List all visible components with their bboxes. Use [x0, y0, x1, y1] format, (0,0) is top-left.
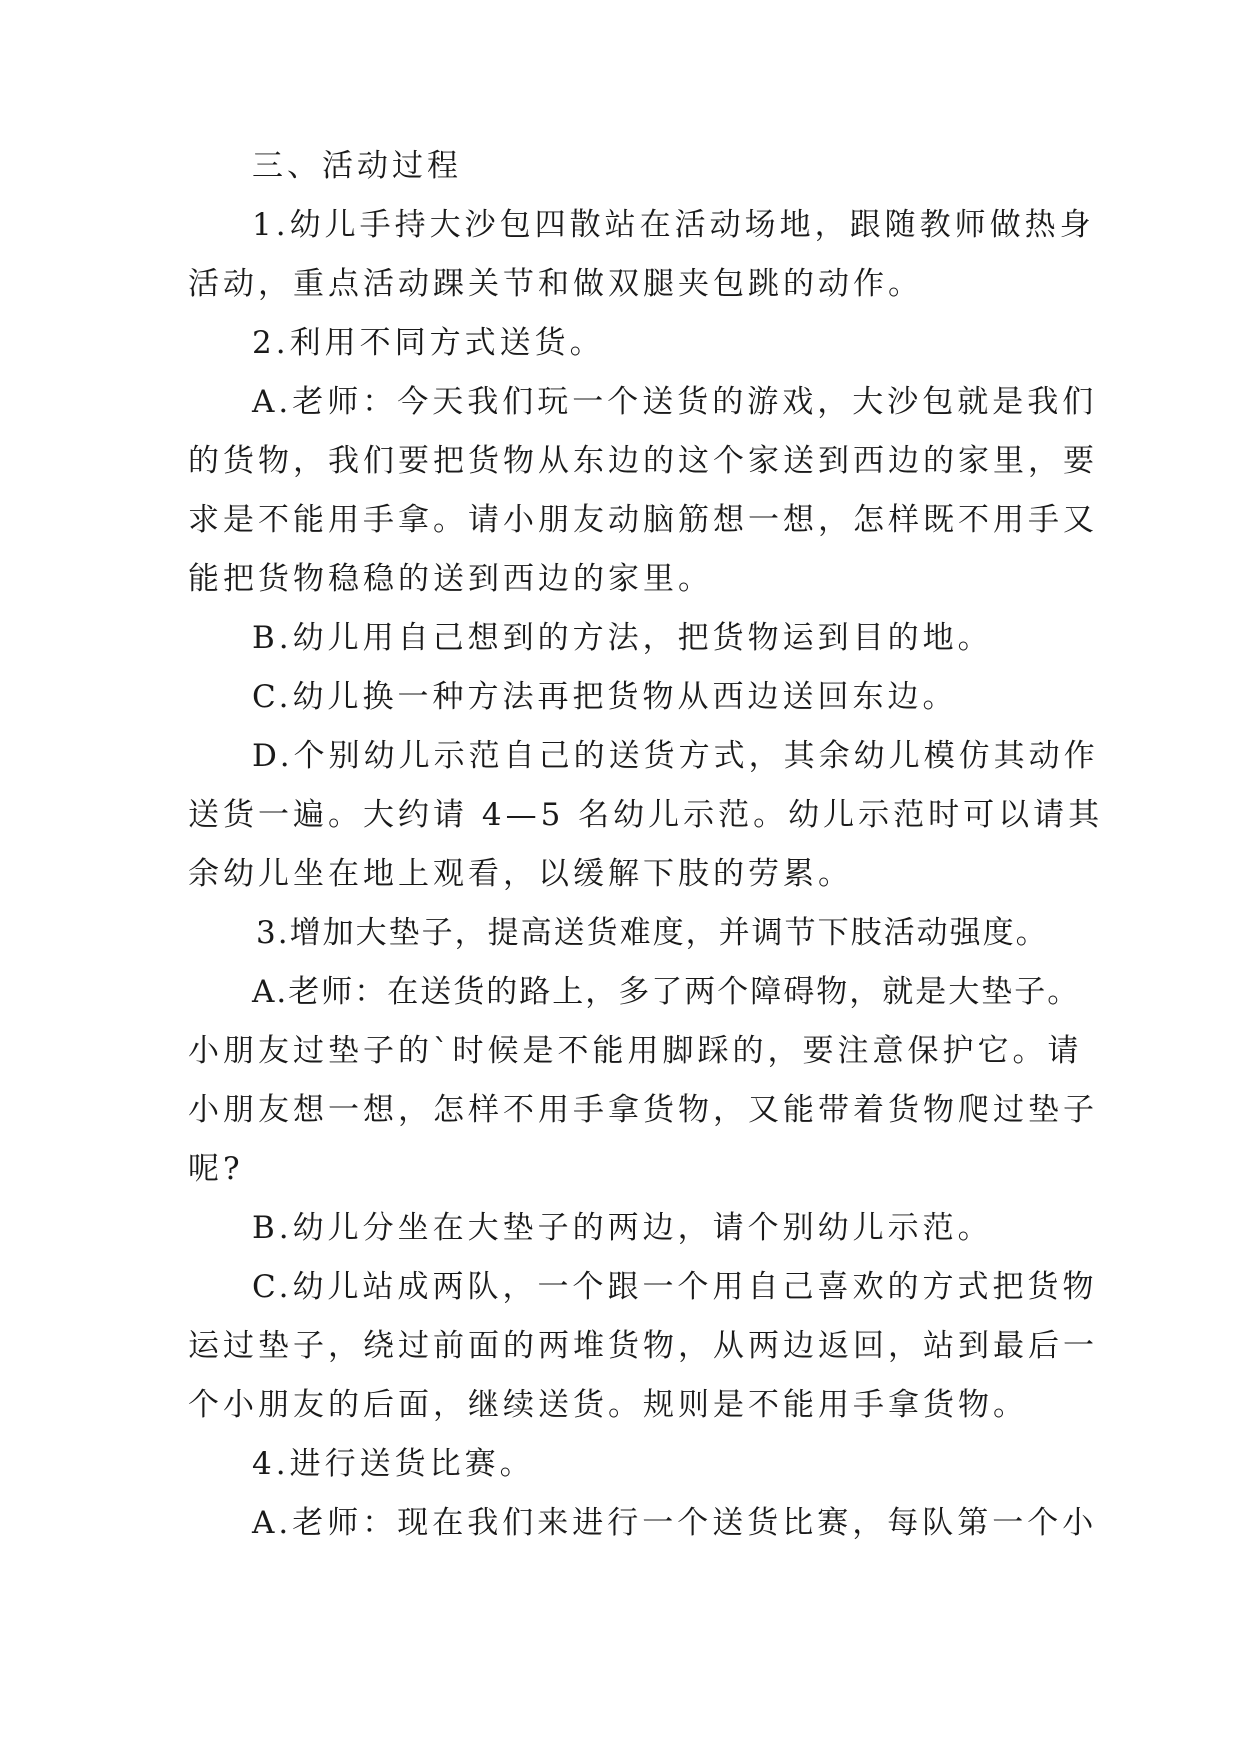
step-2a-line-2: 的货物，我们要把货物从东边的这个家送到西边的家里，要: [188, 443, 1098, 479]
step-4-heading: 4.进行送货比赛。: [252, 1446, 535, 1482]
step-1-line-2: 活动，重点活动踝关节和做双腿夹包跳的动作。: [188, 266, 923, 302]
step-3a-line-4: 呢?: [188, 1151, 244, 1187]
step-4a-line-1: A.老师：现在我们来进行一个送货比赛，每队第一个小: [252, 1505, 1098, 1541]
step-3b-line-1: B.幼儿分坐在大垫子的两边，请个别幼儿示范。: [252, 1210, 993, 1246]
step-3c-line-3: 个小朋友的后面，继续送货。规则是不能用手拿货物。: [188, 1387, 1028, 1423]
step-3c-line-1: C.幼儿站成两队，一个跟一个用自己喜欢的方式把货物: [252, 1269, 1098, 1305]
step-3a-line-1: A.老师：在送货的路上，多了两个障碍物，就是大垫子。: [252, 974, 1081, 1010]
section-heading: 三、活动过程: [252, 148, 462, 184]
step-2-heading: 2.利用不同方式送货。: [252, 325, 605, 361]
step-1-line-1: 1.幼儿手持大沙包四散站在活动场地，跟随教师做热身: [252, 207, 1095, 243]
step-2d-line-2: 送货一遍。大约请 4—5 名幼儿示范。幼儿示范时可以请其: [188, 797, 1104, 833]
step-2c-line-1: C.幼儿换一种方法再把货物从西边送回东边。: [252, 679, 958, 715]
step-2a-line-1: A.老师：今天我们玩一个送货的游戏，大沙包就是我们: [252, 384, 1098, 420]
step-2b-line-1: B.幼儿用自己想到的方法，把货物运到目的地。: [252, 620, 993, 656]
step-3a-line-2: 小朋友过垫子的`时候是不能用脚踩的，要注意保护它。请: [188, 1033, 1083, 1069]
step-3-heading: 3.增加大垫子，提高送货难度，并调节下肢活动强度。: [256, 915, 1049, 951]
step-2a-line-3: 求是不能用手拿。请小朋友动脑筋想一想，怎样既不用手又: [188, 502, 1098, 538]
step-2d-line-3: 余幼儿坐在地上观看，以缓解下肢的劳累。: [188, 856, 853, 892]
step-3a-line-3: 小朋友想一想，怎样不用手拿货物，又能带着货物爬过垫子: [188, 1092, 1098, 1128]
step-3c-line-2: 运过垫子，绕过前面的两堆货物，从两边返回，站到最后一: [188, 1328, 1098, 1364]
step-2d-line-1: D.个别幼儿示范自己的送货方式，其余幼儿模仿其动作: [252, 738, 1099, 774]
step-2a-line-4: 能把货物稳稳的送到西边的家里。: [188, 561, 713, 597]
